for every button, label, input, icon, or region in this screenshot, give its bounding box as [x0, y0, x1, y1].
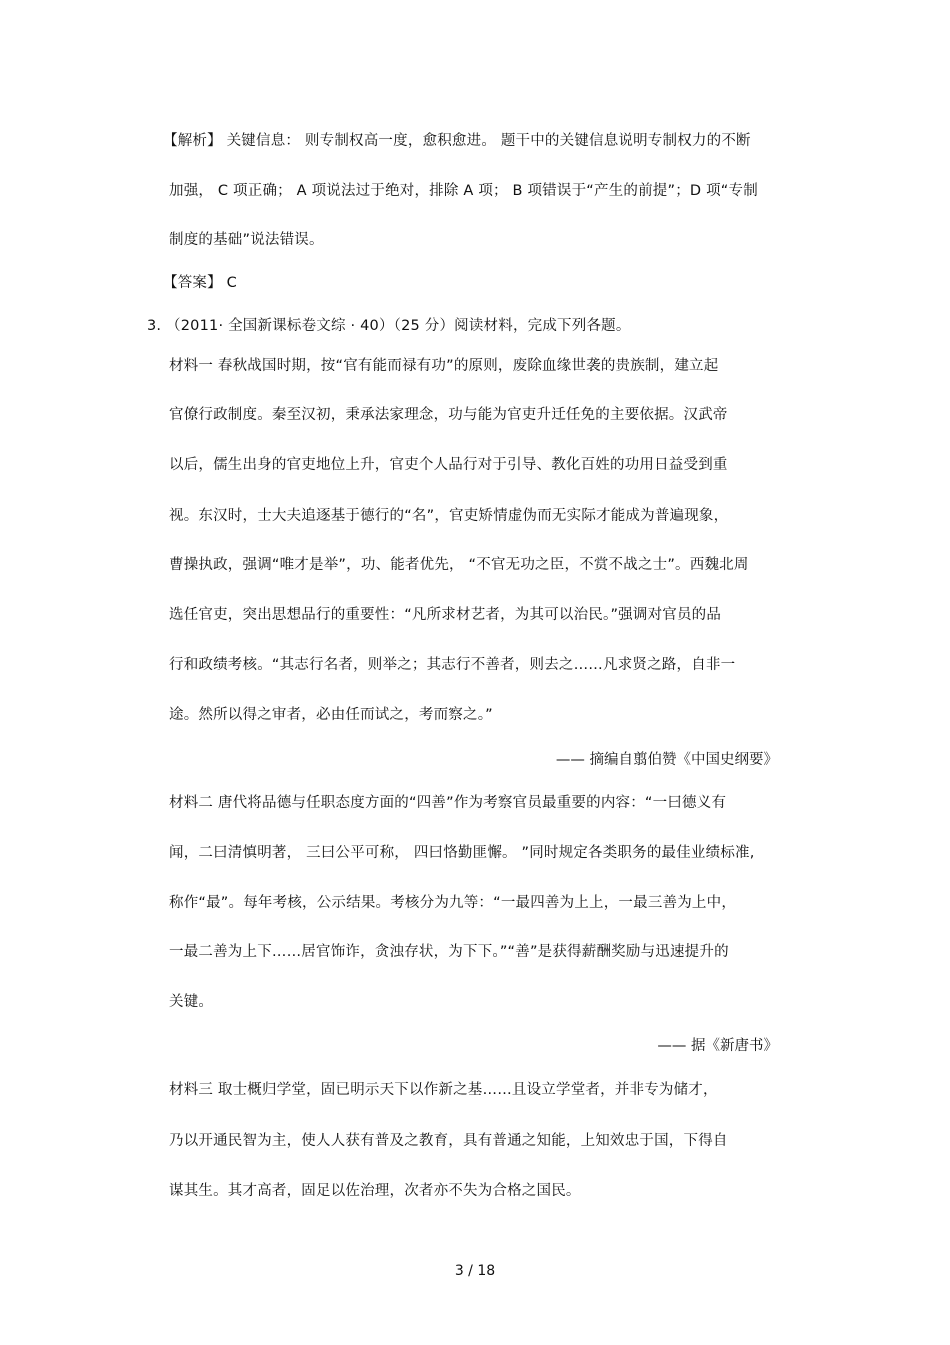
material2-line: 材料二 唐代将品德与任职态度方面的“四善”作为考察官员最重要的内容：“一曰德义有 [169, 795, 727, 811]
answer: 【答案】 C [163, 275, 237, 291]
material1-line: 官僚行政制度。秦至汉初，秉承法家理念，功与能为官吏升迁任免的主要依据。汉武帝 [169, 407, 728, 423]
material3-line: 材料三 取士概归学堂，固已明示天下以作新之基……且设立学堂者，并非专为储才， [169, 1082, 718, 1098]
material2-line: 称作“最”。每年考核，公示结果。考核分为九等：“一最四善为上上，一最三善为上中， [169, 895, 737, 911]
material2-source: —— 据《新唐书》 [657, 1038, 778, 1054]
material1-source: —— 摘编自翦伯赞《中国史纲要》 [555, 752, 778, 768]
analysis-line-3: 制度的基础”说法错误。 [169, 232, 324, 248]
material1-line: 行和政绩考核。“其志行名者，则举之；其志行不善者，则去之……凡求贤之路，自非一 [169, 657, 736, 673]
material2-line: 一最二善为上下……居官饰诈，贪浊存状，为下下。”“善”是获得薪酬奖励与迅速提升的 [169, 944, 729, 960]
material1-line: 曹操执政，强调“唯才是举”，功、能者优先， “不官无功之臣，不赏不战之士”。西魏北周 [169, 557, 749, 573]
page-number: 3 / 18 [454, 1263, 496, 1279]
material2-line: 关键。 [169, 994, 214, 1010]
analysis-line-1: 【解析】 关键信息： 则专制权高一度，愈积愈进。 题干中的关键信息说明专制权力的不断 [163, 133, 751, 149]
material1-line: 以后，儒生出身的官吏地位上升，官吏个人品行对于引导、教化百姓的功用日益受到重 [169, 457, 728, 473]
material1-line: 选任官吏，突出思想品行的重要性：“凡所求材艺者，为其可以治民。”强调对官员的品 [169, 607, 722, 623]
material2-line: 闻，二曰清慎明著， 三曰公平可称， 四曰恪勤匪懈。 ”同时规定各类职务的最佳业绩标准, [169, 845, 755, 861]
material3-line: 乃以开通民智为主，使人人获有普及之教育，具有普通之知能，上知效忠于国，下得自 [169, 1133, 728, 1149]
question-header: 3. （2011· 全国新课标卷文综 · 40）（25 分）阅读材料，完成下列各题。 [147, 318, 631, 334]
material3-line: 谋其生。其才高者，固足以佐治理，次者亦不失为合格之国民。 [169, 1183, 581, 1199]
analysis-line-2: 加强， C 项正确； A 项说法过于绝对，排除 A 项； B 项错误于“产生的前提”；D 项“专制 [169, 183, 758, 199]
material1-line: 途。然所以得之审者，必由任而试之，考而察之。” [169, 707, 493, 723]
material1-line: 视。东汉时，士大夫追逐基于德行的“名”，官吏矫情虚伪而无实际才能成为普遍现象， [169, 508, 729, 524]
material1-line: 材料一 春秋战国时期，按“官有能而禄有功”的原则，废除血缘世袭的贵族制，建立起 [169, 358, 719, 374]
